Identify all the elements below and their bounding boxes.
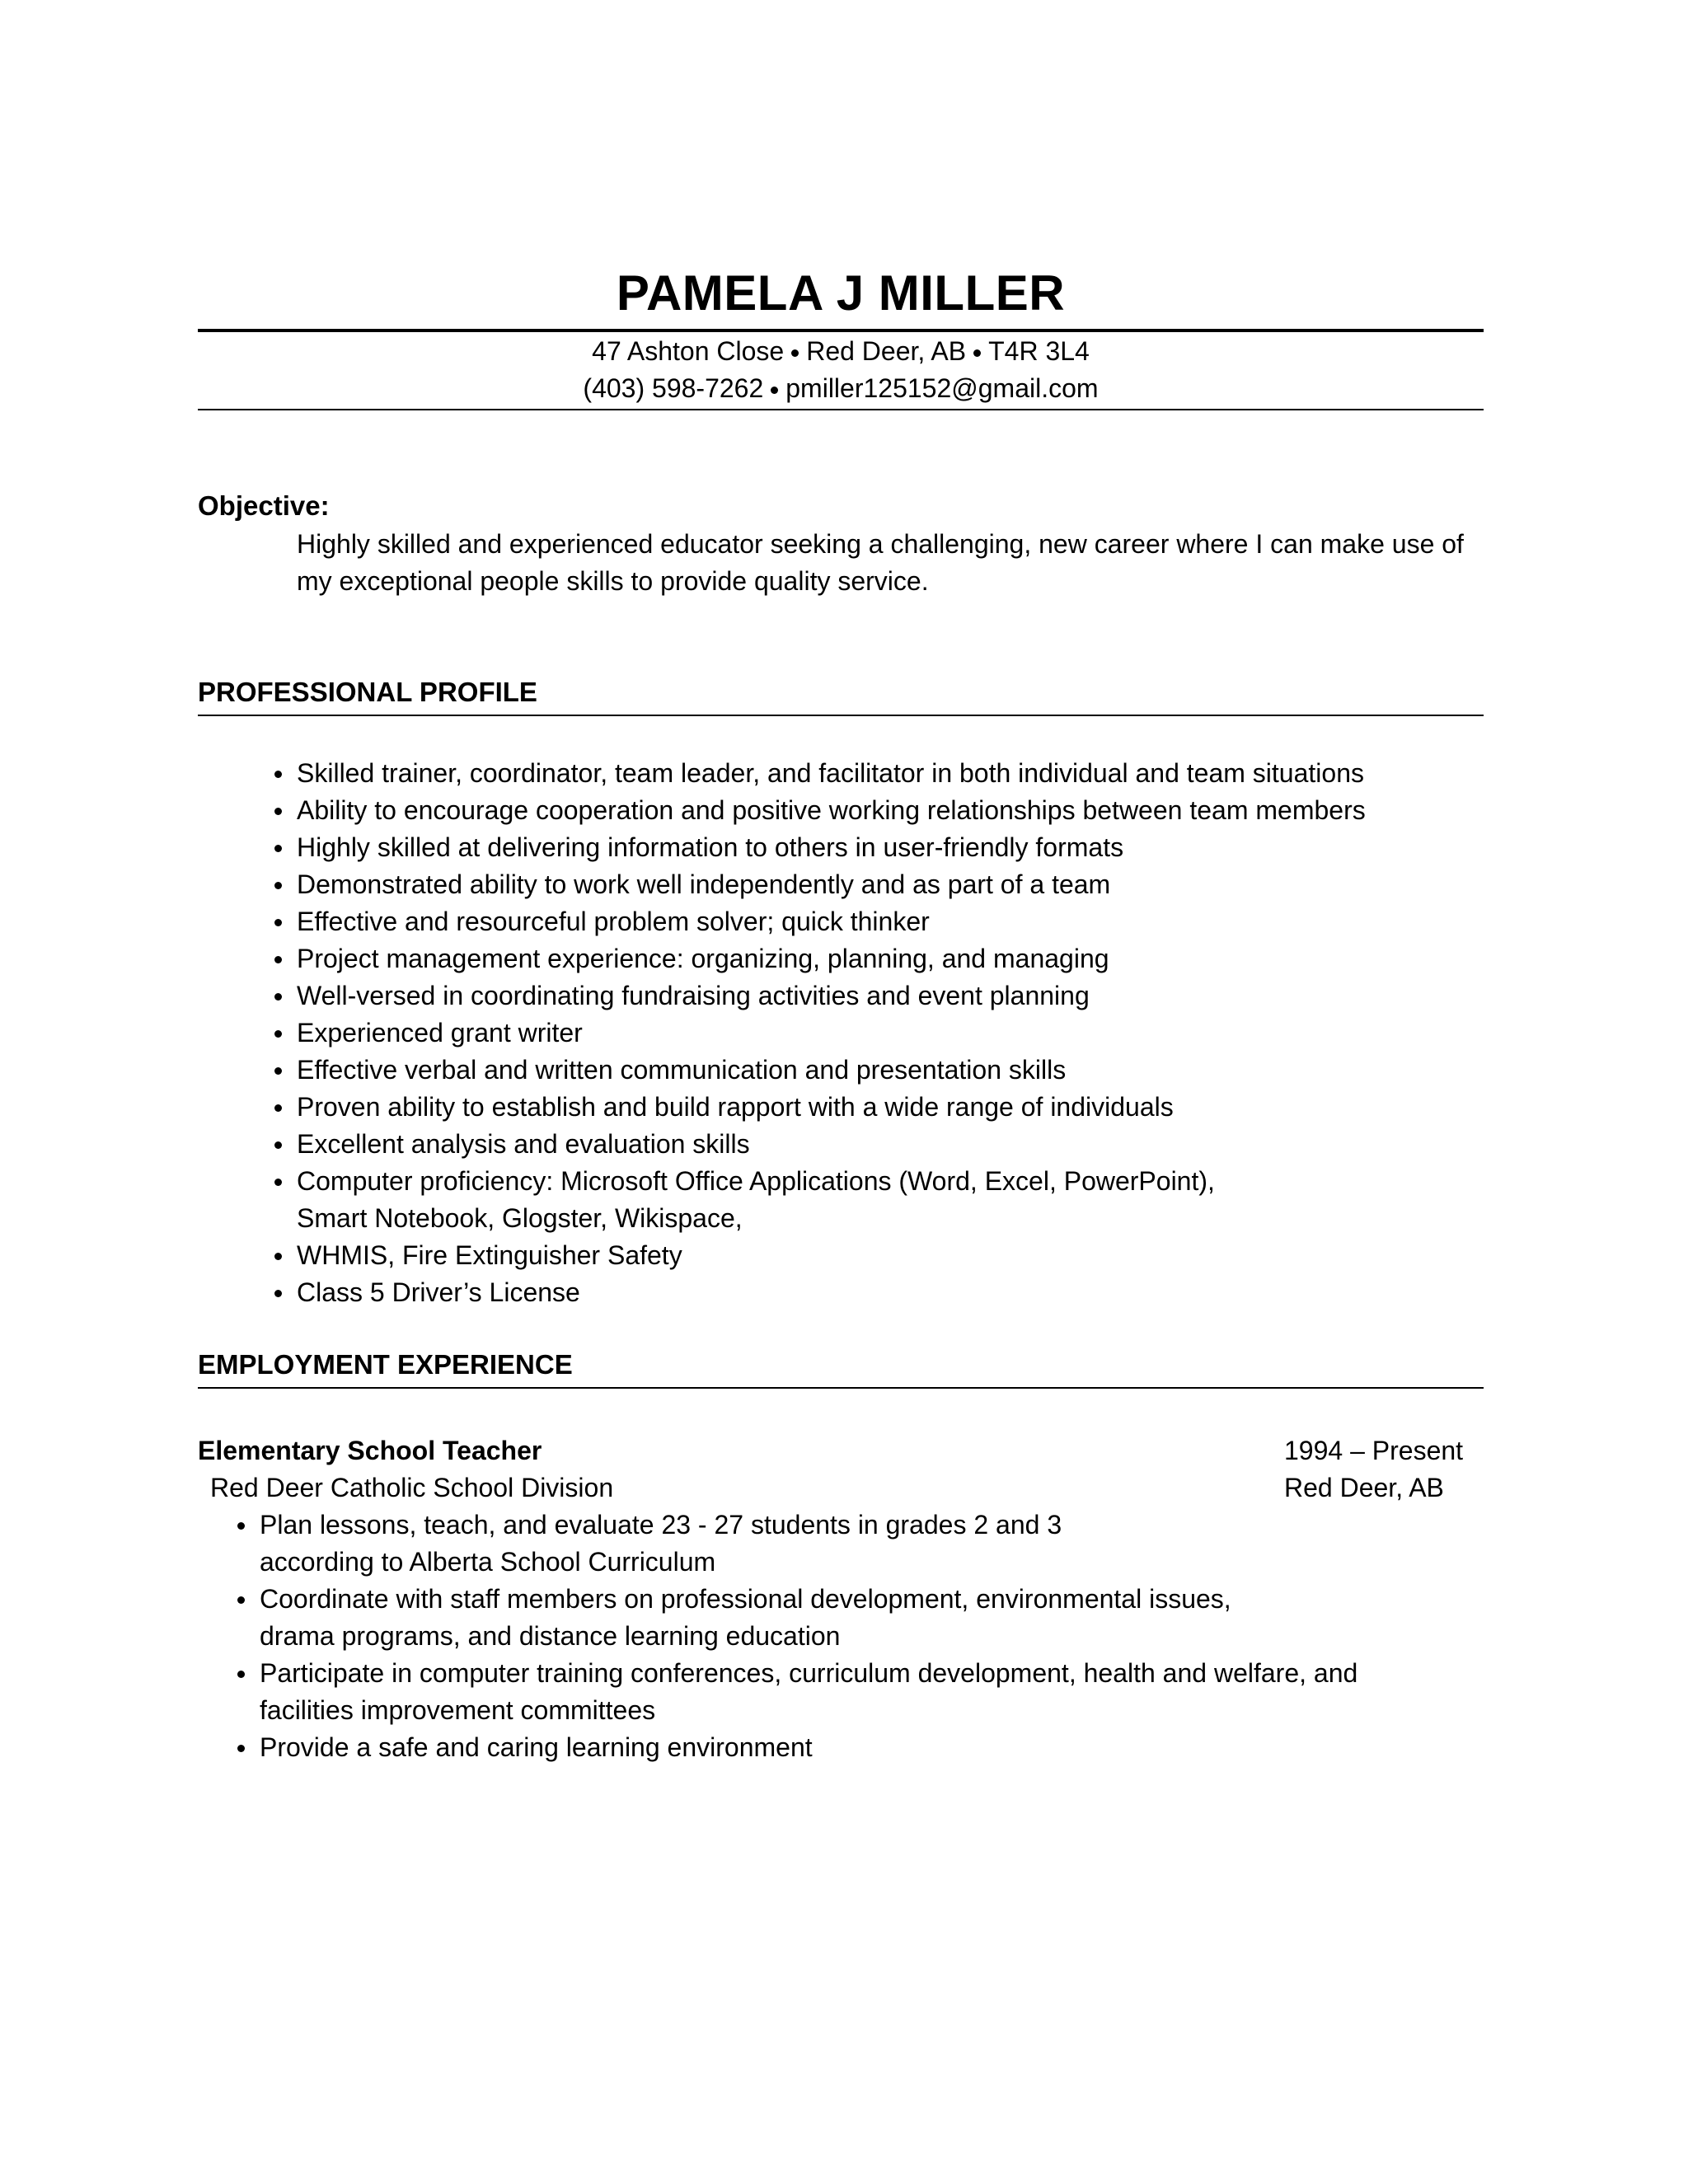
- employment-heading: EMPLOYMENT EXPERIENCE: [198, 1349, 573, 1380]
- list-item: [297, 1163, 1484, 1237]
- list-item-text: Well-versed in coordinating fundraising activities and event planning: [297, 981, 1090, 1010]
- list-item: [297, 903, 1484, 940]
- objective-text: Highly skilled and experienced educator seeking a challenging, new career where I can make use of my exceptional people skills to provide quality service.: [297, 529, 1464, 596]
- header-bottom-rule: [198, 409, 1484, 410]
- contact-line: [198, 370, 1484, 406]
- list-item: [297, 866, 1484, 903]
- bullet-icon: [274, 956, 282, 963]
- bullet-icon: [274, 845, 282, 852]
- bullet-icon: [237, 1671, 245, 1678]
- separator-dot: [973, 349, 981, 357]
- job-location: Red Deer, AB: [1284, 1473, 1444, 1502]
- header-top-rule: [198, 329, 1484, 332]
- list-item-text: Provide a safe and caring learning environment: [260, 1732, 813, 1762]
- bullet-icon: [237, 1596, 245, 1604]
- bullet-icon: [274, 808, 282, 815]
- list-item: [297, 755, 1484, 792]
- list-item-text: Excellent analysis and evaluation skills: [297, 1129, 750, 1159]
- list-item-text: Ability to encourage cooperation and positive working relationships between team members: [297, 795, 1366, 825]
- profile-list: [297, 755, 1484, 1311]
- bullet-icon: [274, 1253, 282, 1260]
- address-postal: T4R 3L4: [988, 336, 1090, 366]
- bullet-icon: [274, 1290, 282, 1297]
- list-item-text: Class 5 Driver’s License: [297, 1277, 580, 1307]
- list-item: [297, 792, 1484, 829]
- list-item: [297, 829, 1484, 866]
- address-city: Red Deer, AB: [806, 336, 967, 366]
- list-item: [297, 977, 1484, 1015]
- list-item: [260, 1507, 1484, 1581]
- bullet-icon: [274, 993, 282, 1001]
- phone-number: (403) 598-7262: [583, 373, 764, 403]
- bullet-icon: [274, 1179, 282, 1186]
- bullet-icon: [274, 1141, 282, 1149]
- list-item-text: Experienced grant writer: [297, 1018, 583, 1047]
- bullet-icon: [274, 882, 282, 889]
- list-item: [297, 940, 1484, 977]
- list-item-text: Participate in computer training conferences, curriculum development, health and welfare, and facilities improvement committees: [260, 1658, 1358, 1725]
- list-item: [297, 1015, 1484, 1052]
- list-item-text: Highly skilled at delivering information to others in user-friendly formats: [297, 832, 1124, 862]
- list-item-text: Effective verbal and written communication and presentation skills: [297, 1055, 1067, 1085]
- profile-heading-rule: [198, 715, 1484, 716]
- separator-dot: [771, 387, 778, 394]
- list-item: [260, 1729, 1484, 1766]
- list-item-text: WHMIS, Fire Extinguisher Safety: [297, 1240, 682, 1270]
- list-item: [260, 1581, 1484, 1655]
- address-line: [198, 333, 1484, 369]
- list-item: [297, 1052, 1484, 1089]
- job-dates: 1994 – Present: [1284, 1436, 1464, 1465]
- list-item-text: Effective and resourceful problem solver; quick thinker: [297, 907, 930, 936]
- job-duties-list: [260, 1507, 1484, 1766]
- list-item-text: Project management experience: organizing, planning, and managing: [297, 944, 1109, 973]
- job-employer: Red Deer Catholic School Division: [210, 1473, 614, 1502]
- list-item-text: Plan lessons, teach, and evaluate 23 - 27 students in grades 2 and 3 according to Alberta School Curriculum: [260, 1510, 1062, 1577]
- list-item: [297, 1274, 1484, 1311]
- list-item: [260, 1655, 1484, 1729]
- list-item: [297, 1237, 1484, 1274]
- address-street: 47 Ashton Close: [592, 336, 785, 366]
- bullet-icon: [274, 771, 282, 778]
- list-item-text: Computer proficiency: Microsoft Office Applications (Word, Excel, PowerPoint), Smart Notebook, Glogster, Wikispace,: [297, 1166, 1215, 1233]
- list-item-text: Coordinate with staff members on professional development, environmental issues, drama programs, and distance learning education: [260, 1584, 1231, 1651]
- bullet-icon: [237, 1522, 245, 1530]
- list-item: [297, 1126, 1484, 1163]
- list-item-text: Proven ability to establish and build rapport with a wide range of individuals: [297, 1092, 1174, 1122]
- list-item: [297, 1089, 1484, 1126]
- separator-dot: [791, 349, 799, 357]
- profile-heading: PROFESSIONAL PROFILE: [198, 677, 537, 707]
- bullet-icon: [237, 1745, 245, 1752]
- bullet-icon: [274, 919, 282, 926]
- list-item-text: Demonstrated ability to work well independently and as part of a team: [297, 869, 1111, 899]
- objective-heading: Objective:: [198, 490, 330, 521]
- candidate-name: PAMELA J MILLER: [616, 265, 1066, 321]
- bullet-icon: [274, 1067, 282, 1075]
- bullet-icon: [274, 1030, 282, 1038]
- job-title: Elementary School Teacher: [198, 1436, 542, 1465]
- email-address: pmiller125152@gmail.com: [785, 373, 1099, 403]
- bullet-icon: [274, 1104, 282, 1112]
- list-item-text: Skilled trainer, coordinator, team leader, and facilitator in both individual and team situations: [297, 758, 1364, 788]
- employment-heading-rule: [198, 1387, 1484, 1389]
